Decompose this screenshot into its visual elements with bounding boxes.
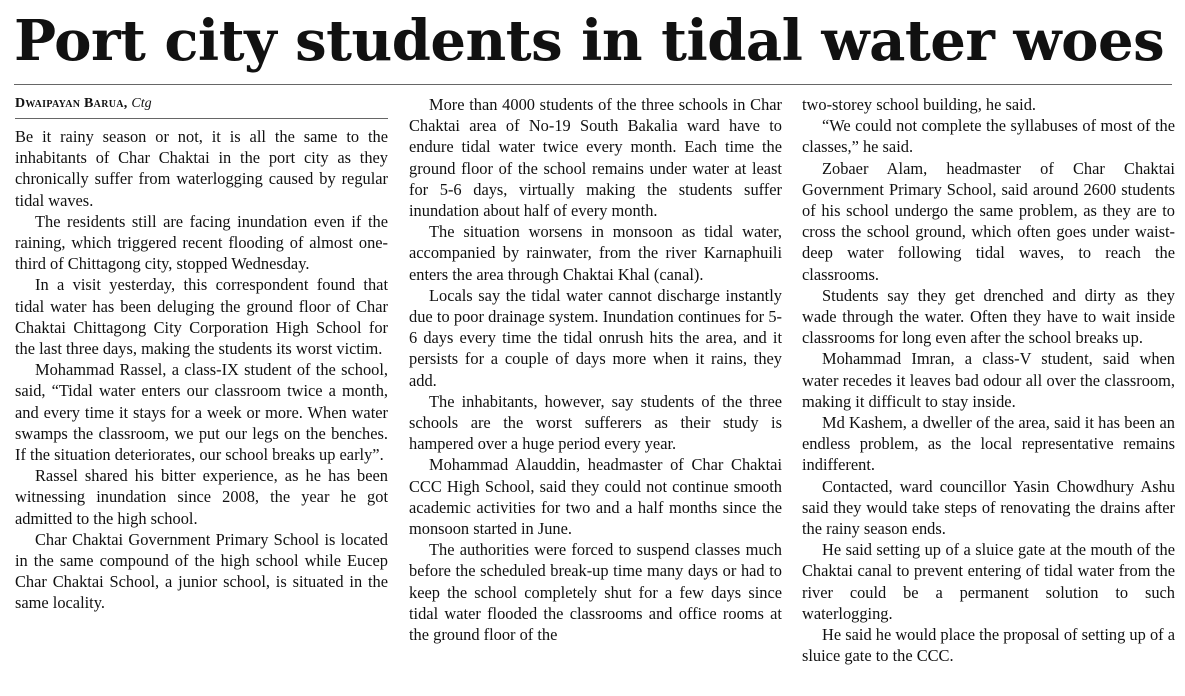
article-paragraph: Mohammad Alauddin, headmaster of Char Chaktai CCC High School, said they could not continue smooth academic activities for two and a half months since the monsoon started in June. <box>409 455 782 539</box>
article-column-3 <box>802 94 1175 666</box>
article-paragraph: The residents still are facing inundation even if the raining, which triggered recent flooding of almost one-third of Chittagong city, stopped Wednesday. <box>15 211 388 274</box>
article-paragraph: The authorities were forced to suspend classes much before the scheduled break-up time many days or had to keep the school completely shut for a few days since tidal water flooded the classrooms and office rooms at the ground floor of the <box>409 540 782 645</box>
byline-location: Ctg <box>131 96 152 111</box>
headline-rule <box>14 84 1172 85</box>
headline: Port city students in tidal water woes <box>14 8 1165 74</box>
article-paragraph: Zobaer Alam, headmaster of Char Chaktai Government Primary School, said around 2600 students of his school undergo the same problem, as they are to cross the school ground, which often goes under waist-deep water following tidal waves, to reach the classrooms. <box>802 158 1175 284</box>
article-paragraph: Students say they get drenched and dirty as they wade through the water. Often they have to wait inside classrooms for long even after the school breaks up. <box>802 285 1175 348</box>
byline-name: Dwaipayan Barua <box>15 96 124 111</box>
article-paragraph: In a visit yesterday, this correspondent found that tidal water has been deluging the ground floor of Char Chaktai Chittagong City Corporation High School for the last three days, making the students its worst victim. <box>15 275 388 359</box>
article-paragraph: Contacted, ward councillor Yasin Chowdhury Ashu said they would take steps of renovating the drains after the rainy season ends. <box>802 476 1175 539</box>
article-paragraph: Rassel shared his bitter experience, as he has been witnessing inundation since 2008, the year he got admitted to the high school. <box>15 466 388 528</box>
article-column-2 <box>409 94 782 645</box>
article-paragraph: Char Chaktai Government Primary School is located in the same compound of the high school while Eucep Char Chaktai School, a junior school, is situated in the same locality. <box>15 529 388 613</box>
article-paragraph: “We could not complete the syllabuses of most of the classes,” he said. <box>802 116 1175 157</box>
article-paragraph-continued: two-storey school building, he said. <box>802 95 1036 114</box>
byline: Dwaipayan Barua, Ctg <box>15 96 152 111</box>
article-paragraph: Be it rainy season or not, it is all the same to the inhabitants of Char Chaktai in the port city as they chronically suffer from waterlogging caused by regular tidal waves. <box>15 127 388 210</box>
article-paragraph: He said setting up of a sluice gate at the mouth of the Chaktai canal to prevent entering of tidal water from the river could be a permanent solution to such waterlogging. <box>802 540 1175 623</box>
article-paragraph: He said he would place the proposal of setting up of a sluice gate to the CCC. <box>802 625 1175 666</box>
article-paragraph: Md Kashem, a dweller of the area, said it has been an endless problem, as the local representative remains indifferent. <box>802 413 1175 475</box>
article-paragraph: The inhabitants, however, say students of the three schools are the worst sufferers as their study is hampered over a huge period every year. <box>409 391 782 454</box>
article-paragraph: Locals say the tidal water cannot discharge instantly due to poor drainage system. Inundation continues for 5-6 days every time the tidal onrush hits the area, and it persists for a couple of days more when it rains, they add. <box>409 285 782 390</box>
article-paragraph: Mohammad Imran, a class-V student, said when water recedes it leaves bad odour all over the classroom, making it difficult to stay inside. <box>802 349 1175 411</box>
article-paragraph: Mohammad Rassel, a class-IX student of the school, said, “Tidal water enters our classroom twice a month, and every time it stays for a week or more. When water swamps the classroom, we put our legs on the benches. If the situation deteriorates, our school breaks up early”. <box>15 360 388 465</box>
byline-rule <box>15 118 388 119</box>
article-paragraph: The situation worsens in monsoon as tidal water, accompanied by rainwater, from the river Karnaphuili enters the area through Chaktai Khal (canal). <box>409 222 782 284</box>
article-paragraph: More than 4000 students of the three schools in Char Chaktai area of No-19 South Bakalia ward have to endure tidal water twice every month. Each time the ground floor of the school remains under water at least for 5-6 days, virtually making the students suffer inundation about half of every month. <box>409 95 782 221</box>
article-column-1 <box>15 95 388 614</box>
